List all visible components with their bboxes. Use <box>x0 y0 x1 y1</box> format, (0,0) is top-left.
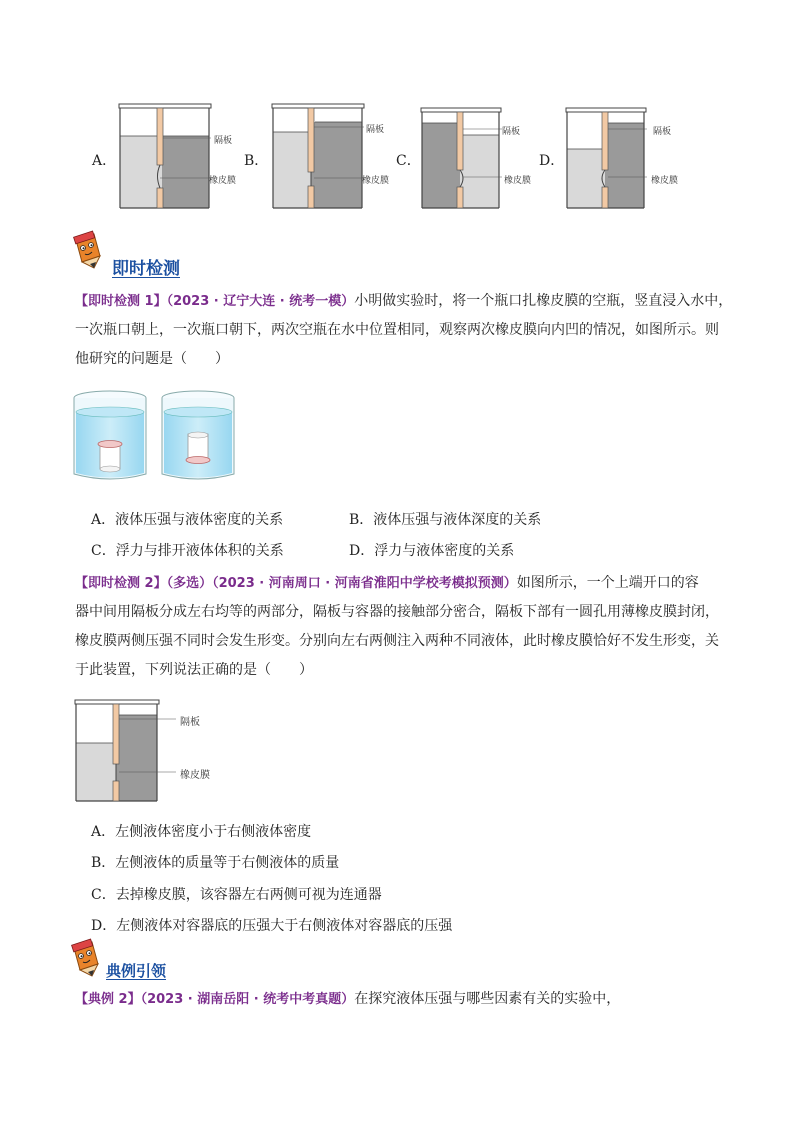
q2-option-b[interactable] <box>91 852 339 872</box>
question-2-line-2: 器中间用隔板分成左右均等的两部分，隔板与容器的接触部分密合，隔板下部有一圆孔用薄橡皮膜封闭， <box>75 604 719 620</box>
question-3-line-1: 在探究液体压强与哪些因素有关的实验中， <box>354 991 621 1007</box>
question-1-line-1: 小明做实验时，将一个瓶口扎橡皮膜的空瓶，竖直浸入水中， <box>354 293 733 309</box>
q1-option-d-text: 浮力与液体密度的关系 <box>374 543 515 559</box>
question-2-line-3: 橡皮膜两侧压强不同时会发生形变。分别向左右两侧注入两种不同液体，此时橡皮膜恰好不发生形变，关 <box>75 633 719 649</box>
question-2-line-1: 如图所示，一个上端开口的容 <box>516 575 699 591</box>
pencil-mascot-icon <box>70 230 104 272</box>
question-2-line-4: 于此装置，下列说法正确的是（ ） <box>75 662 313 678</box>
q2-option-c[interactable] <box>91 884 382 904</box>
q2-membrane-label: 橡皮膜 <box>180 770 210 781</box>
membrane-label-d: 橡皮膜 <box>651 176 679 186</box>
question-1-line-3: 他研究的问题是（ ） <box>75 351 229 367</box>
question-2 <box>75 569 735 685</box>
question-1-source: （2023 · 辽宁大连 · 统考一模） <box>166 294 355 309</box>
container-diagram-b <box>268 100 368 212</box>
container-diagram-c <box>418 105 504 212</box>
container-diagram-q2 <box>72 697 182 807</box>
question-2-tag: 【即时检测 2】 <box>75 576 167 591</box>
membrane-label-c: 橡皮膜 <box>504 176 532 186</box>
question-3 <box>75 985 735 1014</box>
partition-label-c: 隔板 <box>502 127 521 137</box>
question-3-source: （2023 · 湖南岳阳 · 统考中考真题） <box>140 992 355 1007</box>
q2-partition-label: 隔板 <box>180 717 200 728</box>
q2-option-a[interactable] <box>91 821 311 841</box>
q2-option-b-letter: B． <box>91 855 116 871</box>
question-1 <box>75 287 735 374</box>
question-2-multi: （多选） <box>166 576 213 591</box>
beaker-mouth-down <box>158 388 238 486</box>
membrane-label-b: 橡皮膜 <box>362 176 390 186</box>
q2-option-d-letter: D． <box>91 918 117 934</box>
q1-option-a[interactable] <box>91 509 283 529</box>
section-title-instant-check: 即时检测 <box>112 259 180 279</box>
q1-option-a-text: 液体压强与液体密度的关系 <box>115 512 284 528</box>
q2-option-c-text: 去掉橡皮膜，该容器左右两侧可视为连通器 <box>115 887 382 903</box>
q2-option-a-text: 左侧液体密度小于右侧液体密度 <box>115 824 312 840</box>
q1-option-b-letter: B． <box>349 512 374 528</box>
q1-option-c[interactable] <box>91 540 284 560</box>
option-b-letter: B． <box>244 153 269 169</box>
partition-label-d: 隔板 <box>653 127 672 137</box>
q2-option-d-text: 左侧液体对容器底的压强大于右侧液体对容器底的压强 <box>116 918 453 934</box>
pencil-mascot-icon-2 <box>68 938 102 980</box>
section-title-example: 典例引领 <box>106 962 167 980</box>
q2-option-b-text: 左侧液体的质量等于右侧液体的质量 <box>115 855 340 871</box>
q1-option-c-text: 浮力与排开液体体积的关系 <box>115 543 284 559</box>
container-diagram-d <box>563 105 649 212</box>
question-3-tag: 【典例 2】 <box>75 992 141 1007</box>
question-1-tag: 【即时检测 1】 <box>75 294 167 309</box>
q2-option-c-letter: C． <box>91 887 116 903</box>
q1-option-d-letter: D． <box>349 543 375 559</box>
q1-option-b-text: 液体压强与液体深度的关系 <box>373 512 542 528</box>
q1-option-b[interactable] <box>349 509 541 529</box>
partition-label-a: 隔板 <box>214 136 233 146</box>
partition-label-b: 隔板 <box>366 125 385 135</box>
q1-option-d[interactable] <box>349 540 514 560</box>
q1-option-a-letter: A． <box>91 512 116 528</box>
container-diagram-a <box>115 100 215 212</box>
question-2-source: （2023 · 河南周口 · 河南省淮阳中学校考模拟预测） <box>212 576 517 591</box>
q1-option-c-letter: C． <box>91 543 116 559</box>
option-a-letter: A． <box>92 153 117 169</box>
q2-option-d[interactable] <box>91 915 452 935</box>
membrane-label-a: 橡皮膜 <box>209 176 237 186</box>
option-c-letter: C． <box>396 153 421 169</box>
beaker-mouth-up <box>70 388 150 486</box>
option-d-letter: D． <box>539 153 565 169</box>
question-1-line-2: 一次瓶口朝上，一次瓶口朝下，两次空瓶在水中位置相同，观察两次橡皮膜向内凹的情况，如图所示。则 <box>75 322 719 338</box>
q2-option-a-letter: A． <box>91 824 116 840</box>
